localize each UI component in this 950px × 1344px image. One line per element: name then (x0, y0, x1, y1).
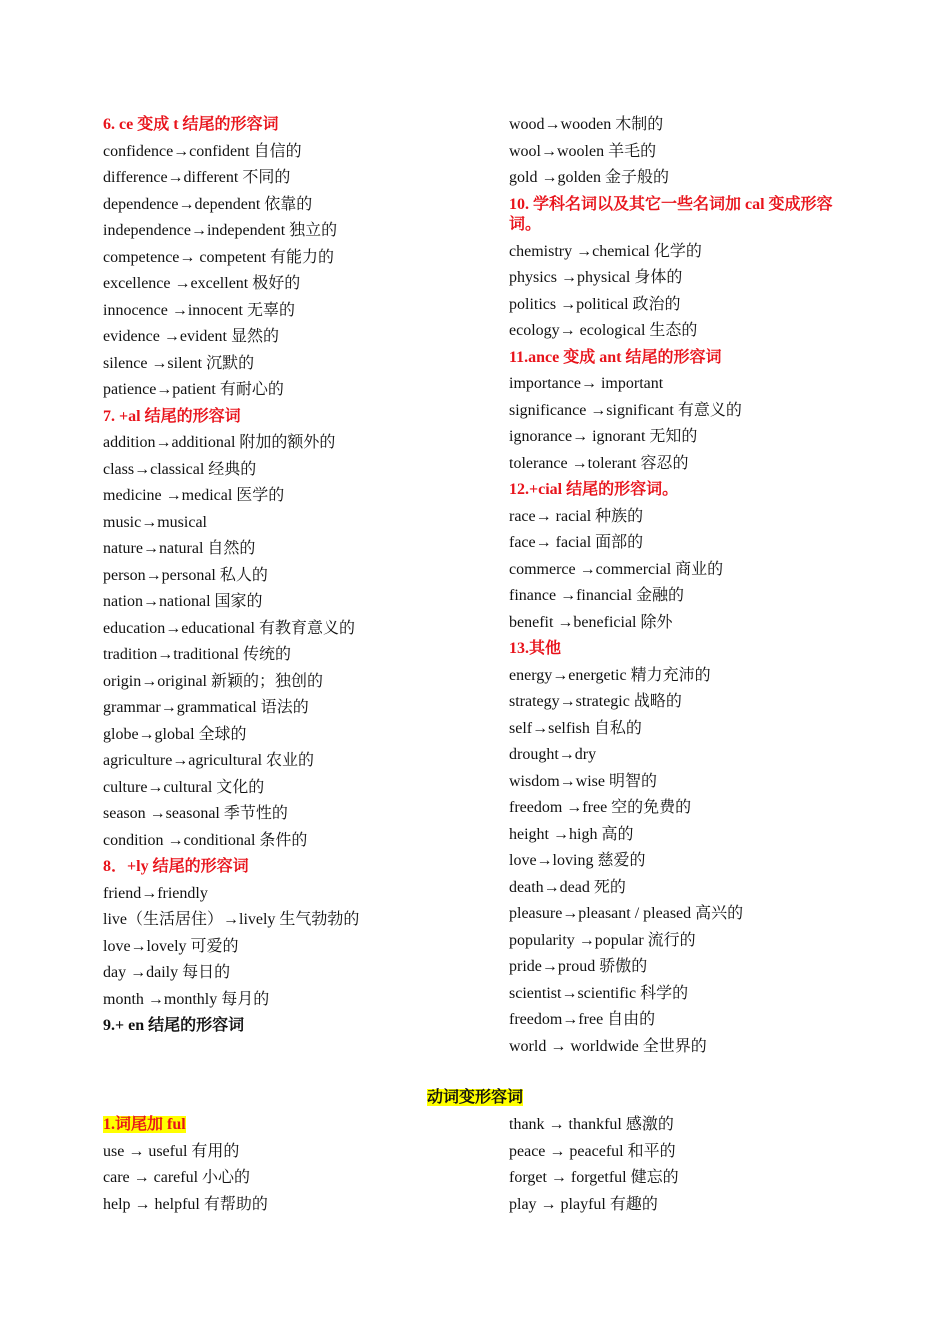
group-13 (509, 663, 854, 1061)
word-entry: nature→natural 自然的 (103, 540, 256, 557)
heading-13: 13.其他 (509, 640, 562, 657)
word-entry: nation→national 国家的 (103, 593, 263, 610)
word-entry: innocence →innocent 无辜的 (103, 301, 295, 319)
word-entry: love→lovely 可爱的 (103, 937, 239, 955)
group-9 (509, 112, 854, 192)
word-entry: scientist→scientific 科学的 (509, 984, 689, 1002)
word-entry: agriculture→agricultural 农业的 (103, 752, 315, 769)
word-entry: height →high 高的 (509, 825, 634, 843)
word-entry: energy→energetic 精力充沛的 (509, 666, 711, 684)
word-entry: class→classical 经典的 (103, 460, 257, 478)
word-entry: season →seasonal 季节性的 (103, 805, 288, 822)
word-entry: use → useful 有用的 (103, 1142, 240, 1160)
heading-11: 11.ance 变成 ant 结尾的形容词 (509, 348, 722, 366)
word-entry: wool→woolen 羊毛的 (509, 142, 657, 160)
word-entry: physics →physical 身体的 (509, 269, 683, 286)
word-entry: strategy→strategic 战略的 (509, 693, 682, 710)
word-entry: education→educational 有教育意义的 (103, 619, 355, 637)
word-entry: ignorance→ ignorant 无知的 (509, 428, 698, 445)
word-entry: finance →financial 金融的 (509, 587, 685, 604)
word-entry: silence →silent 沉默的 (103, 354, 255, 372)
word-entry: confidence→confident 自信的 (103, 142, 302, 160)
word-entry: importance→ important (509, 375, 664, 392)
word-entry: world → worldwide 全世界的 (509, 1037, 707, 1055)
word-entry: face→ facial 面部的 (509, 534, 644, 551)
word-entry: independence→independent 独立的 (103, 222, 338, 239)
word-entry: evidence →evident 显然的 (103, 328, 279, 345)
word-entry: day →daily 每日的 (103, 964, 231, 981)
word-entry: competence→ competent 有能力的 (103, 248, 335, 266)
word-entry: drought→dry (509, 746, 597, 763)
heading-9: 9.+ en 结尾的形容词 (103, 1017, 245, 1034)
word-entry: dependence→dependent 依靠的 (103, 195, 313, 213)
heading-8: 8．+ly 结尾的形容词 (103, 858, 249, 875)
word-entry: race→ racial 种族的 (509, 507, 644, 525)
word-entry: forget → forgetful 健忘的 (509, 1169, 679, 1186)
heading-6: 6. ce 变成 t 结尾的形容词 (103, 116, 279, 133)
heading-12: 12.+cial 结尾的形容词。 (509, 481, 679, 498)
word-entry: patience→patient 有耐心的 (103, 381, 284, 398)
word-entry: globe→global 全球的 (103, 725, 247, 743)
word-entry: person→personal 私人的 (103, 566, 268, 584)
word-entry: benefit →beneficial 除外 (509, 613, 673, 631)
word-entry: wood→wooden 木制的 (509, 116, 664, 133)
word-entry: pride→proud 骄傲的 (509, 958, 648, 975)
word-entry: help → helpful 有帮助的 (103, 1195, 268, 1213)
word-entry: tolerance →tolerant 容忍的 (509, 454, 689, 472)
word-entry: freedom →free 空的免费的 (509, 799, 692, 816)
word-entry: peace → peaceful 和平的 (509, 1142, 676, 1160)
word-entry: live（生活居住）→lively 生气勃勃的 (103, 911, 360, 928)
word-entry: difference→different 不同的 (103, 169, 291, 186)
word-entry: politics →political 政治的 (509, 295, 681, 313)
group-12 (509, 504, 854, 637)
word-entry: significance →significant 有意义的 (509, 401, 742, 419)
word-entry: care → careful 小心的 (103, 1169, 251, 1186)
heading-verb-1: 1.词尾加 ful (103, 1116, 186, 1133)
word-entry: pleasure→pleasant / pleased 高兴的 (509, 905, 744, 922)
word-entry: addition→additional 附加的额外的 (103, 434, 336, 451)
verb-right-column (509, 1112, 854, 1218)
word-entry: popularity →popular 流行的 (509, 931, 696, 949)
group-10 (509, 239, 854, 345)
word-entry: gold →golden 金子般的 (509, 169, 669, 186)
word-entry: friend→friendly (103, 884, 208, 902)
word-entry: music→musical (103, 513, 207, 531)
word-entry: wisdom→wise 明智的 (509, 772, 658, 790)
heading-7: 7. +al 结尾的形容词 (103, 407, 241, 425)
word-entry: love→loving 慈爱的 (509, 852, 646, 869)
word-entry: culture→cultural 文化的 (103, 778, 265, 796)
word-entry: chemistry →chemical 化学的 (509, 242, 702, 260)
verb-group-left (103, 1139, 493, 1219)
word-entry: self→selfish 自私的 (509, 719, 642, 737)
word-entry: ecology→ ecological 生态的 (509, 322, 698, 339)
left-column (103, 112, 493, 1040)
word-entry: origin→original 新颖的；独创的 (103, 672, 323, 690)
word-entry: play → playful 有趣的 (509, 1195, 658, 1213)
word-entry: thank → thankful 感激的 (509, 1116, 674, 1133)
group-11 (509, 371, 854, 477)
word-entry: commerce →commercial 商业的 (509, 560, 724, 578)
word-entry: medicine →medical 医学的 (103, 487, 285, 504)
word-entry: condition →conditional 条件的 (103, 831, 308, 849)
group-6 (103, 139, 493, 404)
word-entry: tradition→traditional 传统的 (103, 646, 291, 663)
section-title-text: 动词变形容词 (426, 1089, 523, 1106)
word-entry: freedom→free 自由的 (509, 1011, 656, 1028)
group-8 (103, 881, 493, 1014)
heading-10: 10. 学科名词以及其它一些名词加 cal 变成形容词。 (509, 195, 833, 233)
verb-group-right (509, 1112, 854, 1218)
word-entry: death→dead 死的 (509, 878, 626, 896)
word-entry: month →monthly 每月的 (103, 990, 270, 1008)
right-column (509, 112, 854, 1060)
section-title-verb-to-adjective (0, 1087, 950, 1109)
word-entry: grammar→grammatical 语法的 (103, 699, 309, 716)
word-entry: excellence →excellent 极好的 (103, 275, 301, 292)
verb-left-column (103, 1112, 493, 1218)
group-7 (103, 430, 493, 854)
